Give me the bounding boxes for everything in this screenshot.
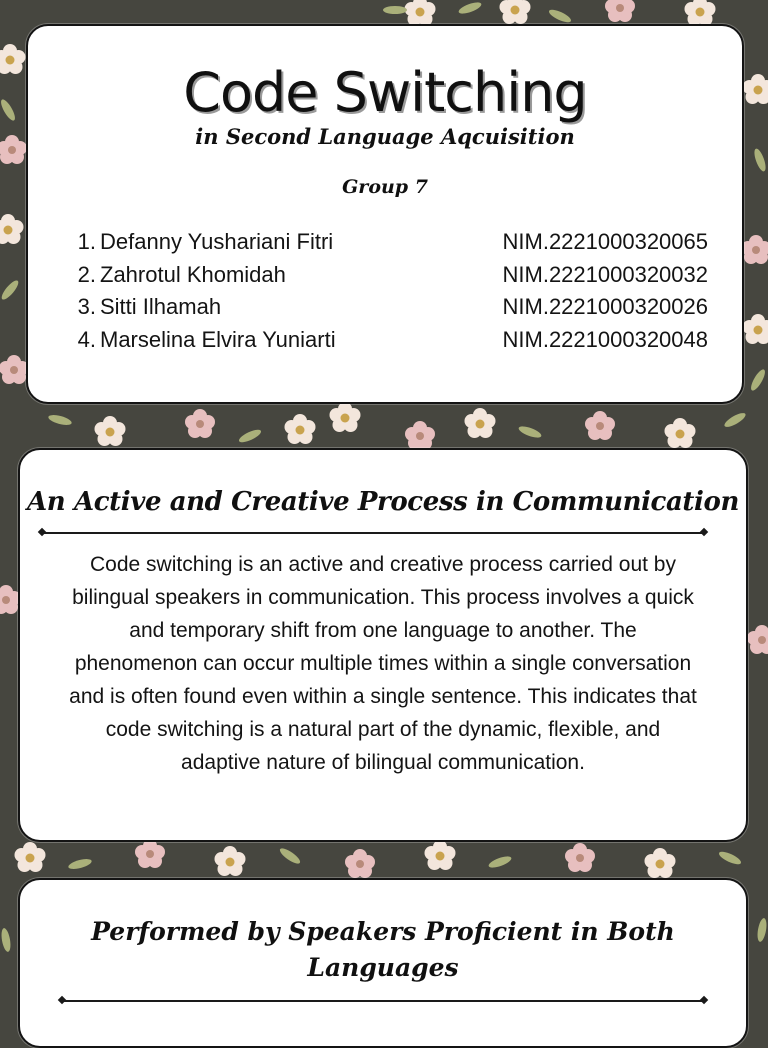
member-nim: NIM.2221000320026 <box>502 294 708 320</box>
member-row <box>74 324 712 357</box>
member-row <box>74 291 712 324</box>
section-divider <box>62 1000 704 1002</box>
member-nim: NIM.2221000320032 <box>502 261 708 287</box>
member-name: Sitti Ilhamah <box>100 294 222 320</box>
member-name: Zahrotul Khomidah <box>100 261 286 287</box>
section-card-proficient-speakers <box>18 878 748 1048</box>
page-subtitle: in Second Language Aqcuisition <box>195 124 575 149</box>
group-label: Group 7 <box>342 176 428 198</box>
page-title: Code Switching <box>183 61 587 124</box>
section-body: Code switching is an active and creative process carried out by bilingual speakers in communication. This process involves a quick and temporary shift from one language to another. The phenomenon can occur multiple times within a single conversation and is often found even within a single sentence. This indicates that code switching is a natural part of the dynamic, flexible, and adaptive nature of bilingual communication. <box>69 553 697 774</box>
member-row <box>74 259 712 292</box>
section-divider <box>42 532 704 534</box>
section-heading: Performed by Speakers Proficient in Both Languages <box>91 917 675 983</box>
member-name: Marselina Elvira Yuniarti <box>100 326 336 352</box>
title-card <box>26 24 744 404</box>
member-nim: NIM.2221000320065 <box>502 229 708 255</box>
member-number: 3. <box>77 294 96 320</box>
member-number: 4. <box>77 326 96 352</box>
section-card-active-process <box>18 448 748 842</box>
member-name: Defanny Yushariani Fitri <box>100 229 334 255</box>
member-row <box>74 226 712 259</box>
member-list <box>74 226 712 356</box>
section-heading: An Active and Creative Process in Communication <box>27 487 739 517</box>
member-number: 2. <box>77 261 96 287</box>
member-nim: NIM.2221000320048 <box>502 326 708 352</box>
member-number: 1. <box>77 229 96 255</box>
